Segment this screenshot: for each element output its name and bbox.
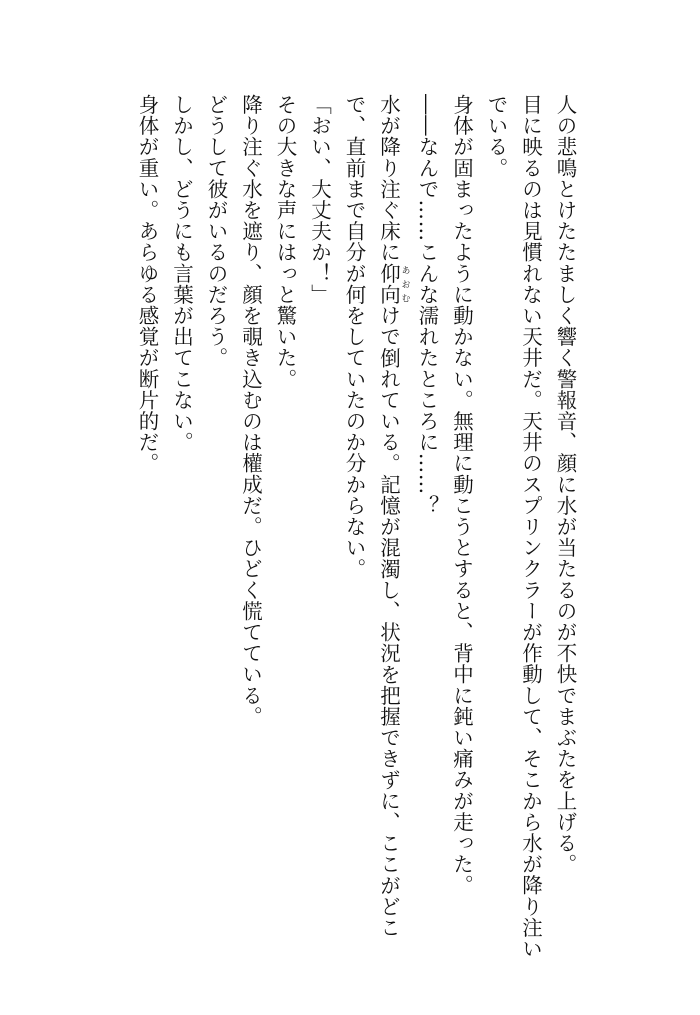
text-line: どうして彼がいるのだろう。	[204, 94, 228, 369]
text-line: 身体が固まったように動かない。無理に動こうとすると、背中に鈍い痛みが走った。	[449, 94, 474, 896]
vertical-text-body	[130, 94, 583, 974]
text-line: しかし、どうにも言葉が出てこない。	[169, 94, 194, 453]
ruby-annotation	[376, 262, 410, 306]
ruby-base: 仰向	[376, 262, 401, 306]
text-line: 目に映るのは見慣れない天井だ。天井のスプリンクラーが作動して、そこから水が降り注い	[518, 94, 543, 960]
text-segment: けで倒れている。記憶が混濁し、状況を把握できずに、ここがどこ	[376, 305, 401, 939]
text-line: 人の悲鳴とけたたましく響く警報音、顔に水が当たるのが不快でまぶたを上げる。	[553, 94, 577, 875]
text-line: 「おい、大丈夫か！」	[307, 94, 332, 305]
text-line: でいる。	[484, 94, 508, 179]
ruby-reading: あおむ	[399, 262, 410, 306]
text-line: 降り注ぐ水を遮り、顔を覗き込むのは權成だ。ひどく慌てている。	[238, 94, 263, 727]
text-line: ――なんで……こんな濡れたところに……？	[415, 94, 439, 516]
text-line: で、直前まで自分が何をしていたのか分からない。	[342, 94, 366, 580]
text-line-with-ruby	[371, 94, 410, 974]
text-line: その大きな声にはっと驚いた。	[273, 94, 297, 390]
text-line: 身体が重い。あらゆる感覚が断片的だ。	[135, 94, 159, 474]
text-segment: 水が降り注ぐ床に	[376, 94, 401, 263]
